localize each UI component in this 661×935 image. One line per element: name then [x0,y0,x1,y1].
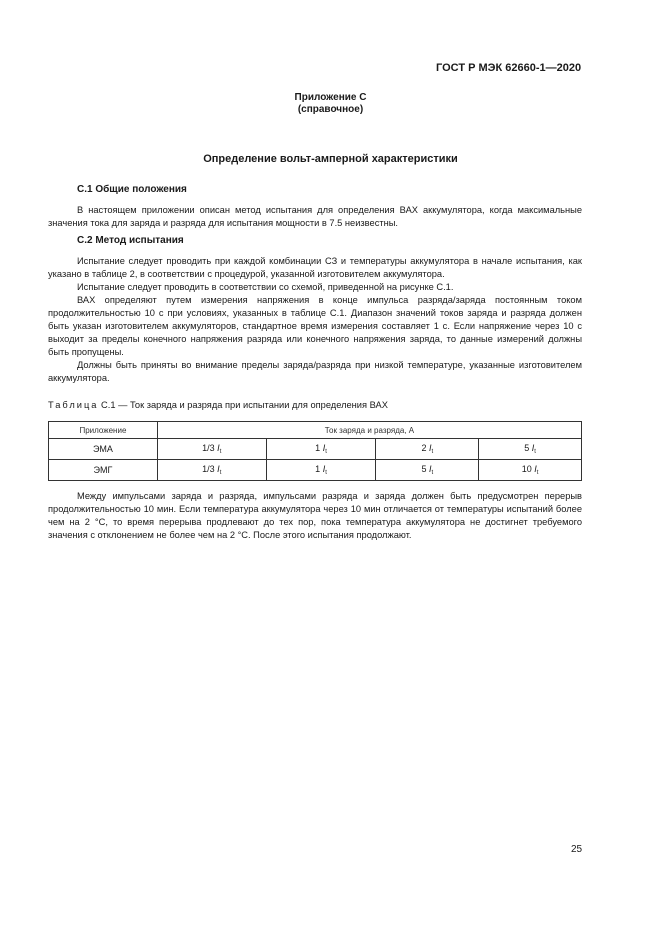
table-header-application: Приложение [49,422,158,439]
section-1-heading: С.1 Общие положения [77,184,187,195]
table-header-row [49,422,582,439]
current-table [48,421,582,481]
table-cell: 2 $I_t$ [376,439,479,460]
table-cell: 1/3 $I_t$ [157,439,266,460]
section-2-paragraph-3: ВАХ определяют путем измерения напряжения в конце импульса разряда/заряда постоянным током продолжительностью 10 с при условиях, указанных в таблице С.1. Диапазон значений токов заряда и разряда должен быть указан изготовителем аккумуляторов, стандартное время измерения составляет 1 с. Если напряжение через 10 с выходит за пределы конечного напряжения разряда или конечного напряжения заряда, то данные измерений должны быть пропущены. [48,295,582,357]
section-2-paragraph-4: Должны быть приняты во внимание пределы заряда/разряда при низкой температуре, указанные изготовителем аккумулятора. [48,360,582,383]
table-row [49,460,582,481]
row-label: ЭМГ [49,460,158,481]
main-title: Определение вольт-амперной характеристики [203,153,458,165]
table-cell: 5 $I_t$ [376,460,479,481]
row-label: ЭМА [49,439,158,460]
table-caption-prefix: Таблица [48,400,99,410]
table-header-current: Ток заряда и разряда, А [157,422,581,439]
section-2-paragraph-1: Испытание следует проводить при каждой комбинации СЗ и температуры аккумулятора в начале испытания, как указано в таблице 2, в соответствии с процедурой, указанной изготовителем аккумулятора. [48,256,582,279]
closing-paragraph: Между импульсами заряда и разряда, импульсами разряда и заряда должен быть предусмотрен перерыв продолжительностью 10 мин. Если температура аккумулятора через 10 мин отличается от температуры испытаний более чем на 2 °С, то время перерыва продлевают до тех пор, пока температура аккумулятора не достигнет требуемого значения с отклонением не более чем на 2 °С. После этого испытания продолжают. [48,491,582,540]
annex-title-block [0,92,661,116]
table-row [49,439,582,460]
section-2-heading: С.2 Метод испытания [77,235,184,246]
annex-subtitle: (справочное) [297,104,364,115]
table-cell: 10 $I_t$ [479,460,582,481]
table-caption [48,400,388,410]
table-cell: 1 $I_t$ [266,460,376,481]
table-cell: 1 $I_t$ [266,439,376,460]
table-cell: 5 $I_t$ [479,439,582,460]
document-header: ГОСТ Р МЭК 62660-1—2020 [436,62,582,74]
table-caption-text: С.1 — Ток заряда и разряда при испытании для определения ВАХ [101,400,388,410]
table-cell: 1/3 $I_t$ [157,460,266,481]
section-2-paragraph-2: Испытание следует проводить в соответствии со схемой, приведенной на рисунке С.1. [77,282,454,292]
page-number: 25 [571,844,583,855]
section-1-paragraph: В настоящем приложении описан метод испытания для определения ВАХ аккумулятора, когда максимальные значения тока для заряда и разряда для испытания мощности в 7.5 неизвестны. [48,205,582,228]
annex-title: Приложение С [294,92,367,103]
